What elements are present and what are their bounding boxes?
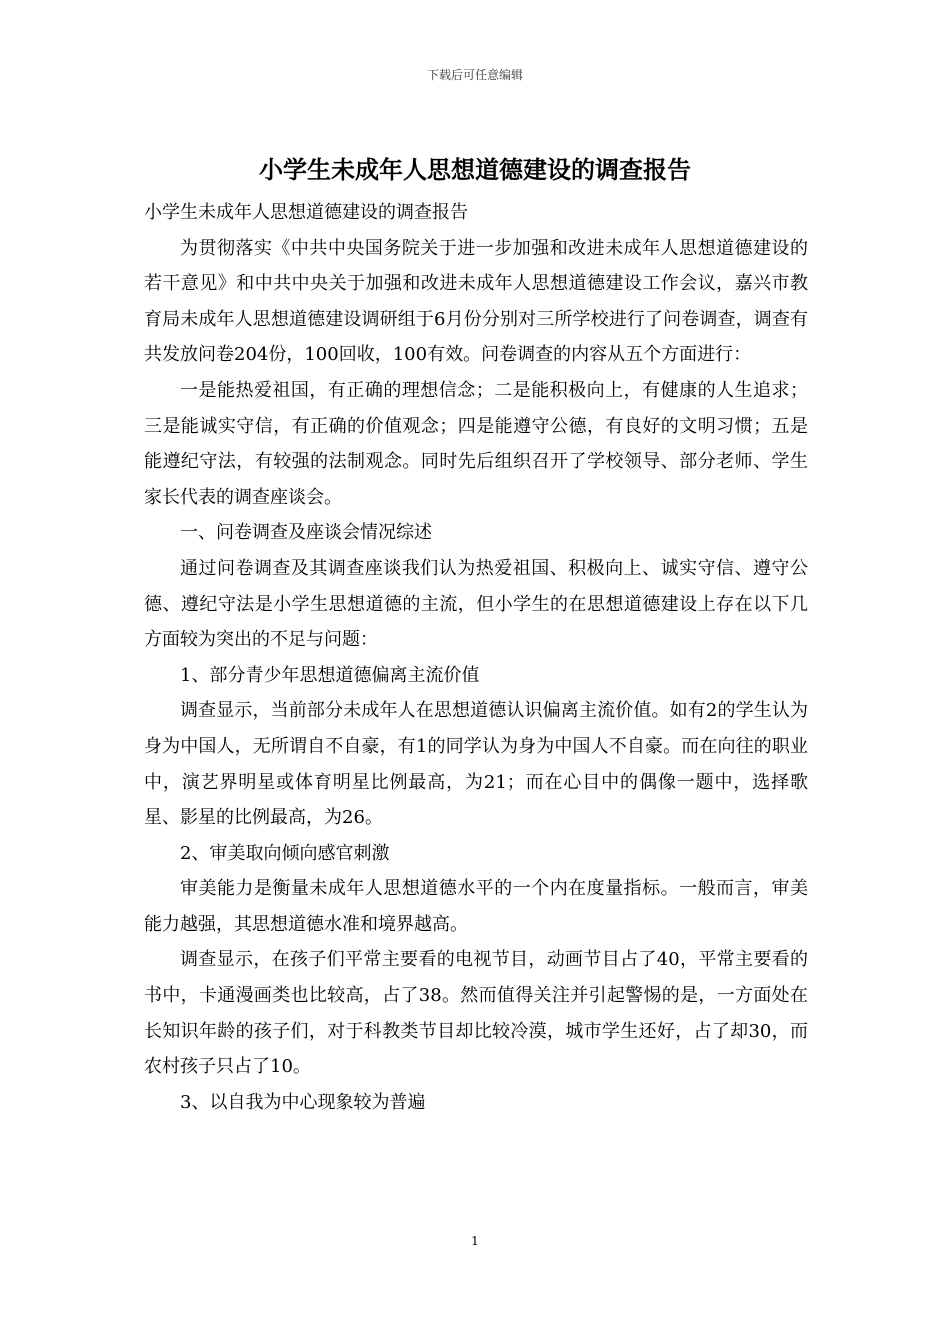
paragraph-overview: 通过问卷调查及其调查座谈我们认为热爱祖国、积极向上、诚实守信、遵守公德、遵纪守法是小学生思想道德的主流，但小学生的在思想道德建设上存在以下几方面较为突出的不足与问题： (144, 557, 808, 651)
paragraph-aesthetics: 审美能力是衡量未成年人思想道德水平的一个内在度量指标。一般而言，审美能力越强，其思想道德水准和境界越高。 (144, 878, 808, 935)
subheading-aesthetics: 2、审美取向倾向感官刺激 (180, 842, 390, 864)
section-heading-overview: 一、问卷调查及座谈会情况综述 (180, 522, 432, 544)
paragraph-survey-tv: 调查显示，在孩子们平常主要看的电视节目，动画节目占了40，平常主要看的书中，卡通漫画类也比较高，占了38。然而值得关注并引起警惕的是，一方面处在长知识年龄的孩子们，对于科教类节目却比较冷漠，城市学生还好，占了却30，而农村孩子只占了10。 (144, 949, 808, 1078)
header-note: 下载后可任意编辑 (426, 68, 523, 82)
subheading-self-centered: 3、以自我为中心现象较为普遍 (180, 1091, 426, 1113)
paragraph-aspects: 一是能热爱祖国，有正确的理想信念；二是能积极向上，有健康的人生追求；三是能诚实守信，有正确的价值观念；四是能遵守公德，有良好的文明习惯；五是能遵纪守法，有较强的法制观念。同时先后组织召开了学校领导、部分老师、学生家长代表的调查座谈会。 (144, 379, 808, 508)
document-title: 小学生未成年人思想道德建设的调查报告 (259, 155, 691, 184)
paragraph-intro: 为贯彻落实《中共中央国务院关于进一步加强和改进未成年人思想道德建设的若干意见》和中共中央关于加强和改进未成年人思想道德建设工作会议，嘉兴市教育局未成年人思想道德建设调研组于6月份分别对三所学校进行了问卷调查，调查有共发放问卷204份，100回收，100有效。问卷调查的内容从五个方面进行： (144, 237, 808, 366)
paragraph-values: 调查显示，当前部分未成年人在思想道德认识偏离主流价值。如有2的学生认为身为中国人，无所谓自不自豪，有1的同学认为身为中国人不自豪。而在向往的职业中，演艺界明星或体育明星比例最高，为21；而在心目中的偶像一题中，选择歌星、影星的比例最高，为26。 (144, 700, 808, 829)
document-subtitle: 小学生未成年人思想道德建设的调查报告 (144, 202, 468, 223)
subheading-values: 1、部分青少年思想道德偏离主流价值 (180, 664, 480, 686)
page-number: 1 (471, 1234, 479, 1248)
document-body (144, 195, 808, 1120)
